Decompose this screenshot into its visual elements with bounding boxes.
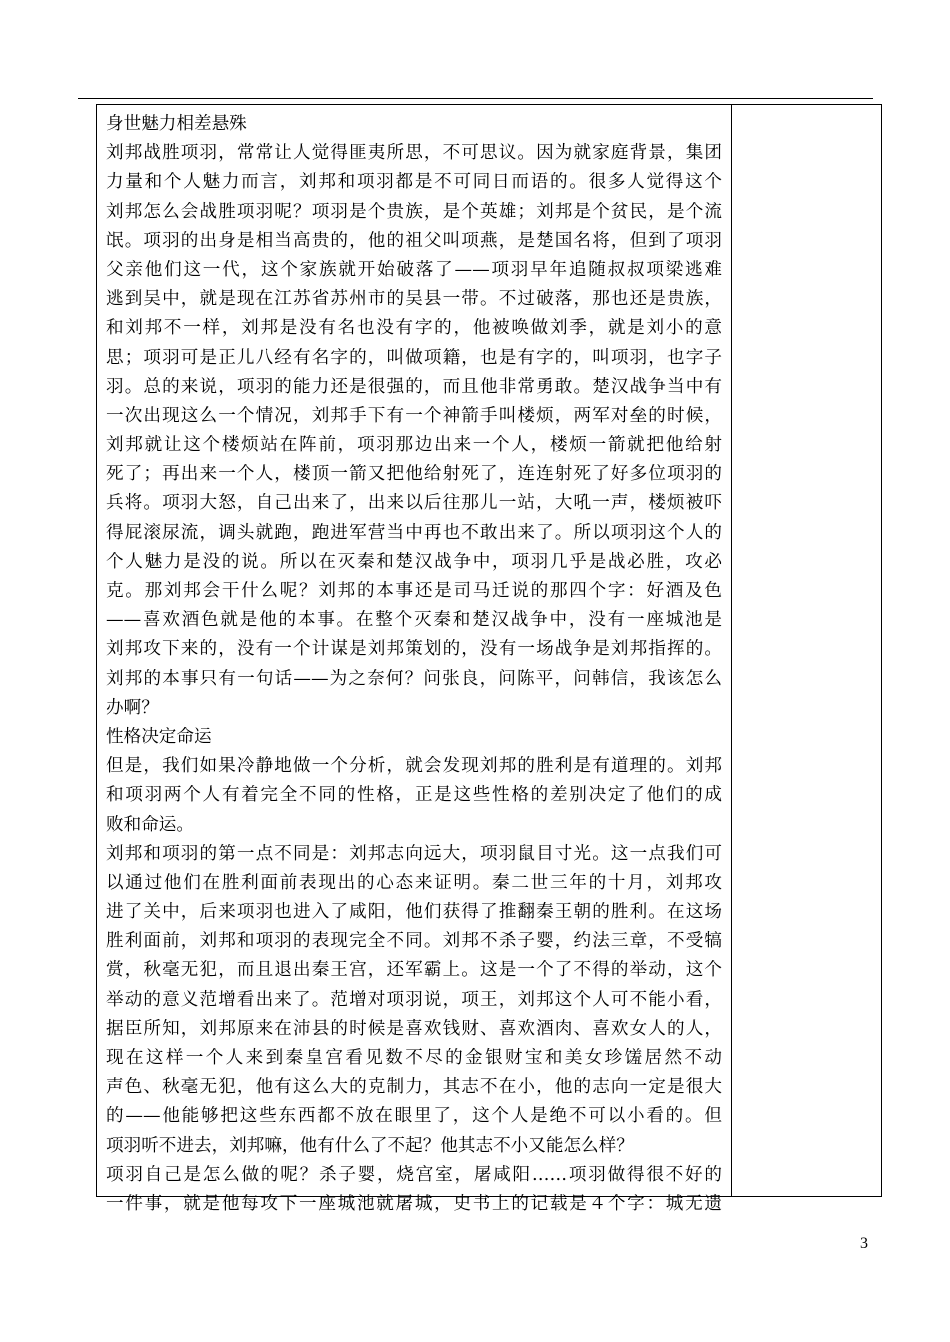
text-line: 身世魅力相差悬殊 xyxy=(106,114,247,134)
text-line: 一件事，就是他每攻下一座城池就屠城，史书上的记载是４个字：城无遗 xyxy=(106,1193,722,1214)
text-line: 和项羽两个人有着完全不同的性格，正是这些性格的差别决定了他们的成 xyxy=(106,785,722,806)
text-line: 但是，我们如果冷静地做一个分析，就会发现刘邦的胜利是有道理的。刘邦 xyxy=(106,756,722,777)
header-rule xyxy=(78,98,873,99)
text-line: 刘邦和项羽的第一点不同是：刘邦志向远大，项羽鼠目寸光。这一点我们可 xyxy=(106,843,722,864)
text-line: 刘邦的本事只有一句话——为之奈何？问张良，问陈平，问韩信，我该怎么 xyxy=(106,668,722,689)
text-line: 氓。项羽的出身是相当高贵的，他的祖父叫项燕，是楚国名将，但到了项羽 xyxy=(106,230,722,251)
text-line: 一次出现这么一个情况，刘邦手下有一个神箭手叫楼烦，两军对垒的时候， xyxy=(106,405,722,426)
text-line: 举动的意义范增看出来了。范增对项羽说，项王，刘邦这个人可不能小看， xyxy=(106,989,722,1010)
text-line: 和刘邦不一样，刘邦是没有名也没有字的，他被唤做刘季，就是刘小的意 xyxy=(106,318,722,339)
text-line: 刘邦怎么会战胜项羽呢？项羽是个贵族，是个英雄；刘邦是个贫民，是个流 xyxy=(106,201,722,222)
text-line: ——喜欢酒色就是他的本事。在整个灭秦和楚汉战争中，没有一座城池是 xyxy=(106,610,722,631)
text-line: 个人魅力是没的说。所以在灭秦和楚汉战争中，项羽几乎是战必胜，攻必 xyxy=(106,551,722,572)
text-line: 羽。总的来说，项羽的能力还是很强的，而且他非常勇敢。楚汉战争当中有 xyxy=(106,376,722,397)
text-line: 得屁滚尿流，调头就跑，跑进军营当中再也不敢出来了。所以项羽这个人的 xyxy=(106,522,722,543)
text-line: 刘邦战胜项羽，常常让人觉得匪夷所思，不可思议。因为就家庭背景，集团 xyxy=(106,143,722,164)
text-line: 进了关中，后来项羽也进入了咸阳，他们获得了推翻秦王朝的胜利。在这场 xyxy=(106,902,722,923)
text-line: 性格决定命运 xyxy=(106,726,212,747)
text-line: 逃到吴中，就是现在江苏省苏州市的吴县一带。不过破落，那也还是贵族， xyxy=(106,289,722,310)
text-line: 败和命运。 xyxy=(106,814,194,835)
text-line: 项羽听不进去，刘邦嘛，他有什么了不起？他其志不小又能怎么样？ xyxy=(106,1135,634,1156)
text-line: 刘邦就让这个楼烦站在阵前，项羽那边出来一个人，楼烦一箭就把他给射 xyxy=(106,435,722,456)
text-line: 力量和个人魅力而言，刘邦和项羽都是不可同日而语的。很多人觉得这个 xyxy=(106,172,722,193)
text-line: 据臣所知，刘邦原来在沛县的时候是喜欢钱财、喜欢酒肉、喜欢女人的人， xyxy=(106,1018,722,1039)
text-line: 办啊？ xyxy=(106,697,159,718)
text-line: 赏，秋毫无犯，而且退出秦王宫，还军霸上。这是一个了不得的举动，这个 xyxy=(106,960,722,981)
text-line: 胜利面前，刘邦和项羽的表现完全不同。刘邦不杀子婴，约法三章，不受犒 xyxy=(106,931,722,952)
text-line: 死了；再出来一个人，楼顶一箭又把他给射死了，连连射死了好多位项羽的 xyxy=(106,464,722,485)
text-line: 的——他能够把这些东西都不放在眼里了，这个人是绝不可以小看的。但 xyxy=(106,1106,722,1127)
text-line: 克。那刘邦会干什么呢？刘邦的本事还是司马迁说的那四个字：好酒及色 xyxy=(106,581,722,601)
table-column-divider xyxy=(731,104,732,1197)
text-line: 父亲他们这一代，这个家族就开始破落了——项羽早年追随叔叔项梁逃难 xyxy=(106,259,722,280)
main-text-cell xyxy=(106,110,722,1219)
text-line: 刘邦攻下来的，没有一个计谋是刘邦策划的，没有一场战争是刘邦指挥的。 xyxy=(106,639,722,660)
text-line: 思；项羽可是正儿八经有名字的，叫做项籍，也是有字的，叫项羽，也字子 xyxy=(106,347,722,368)
text-line: 项羽自己是怎么做的呢？杀子婴，烧宫室，屠咸阳……项羽做得很不好的 xyxy=(106,1164,722,1185)
text-line: 兵将。项羽大怒，自己出来了，出来以后往那儿一站，大吼一声，楼烦被吓 xyxy=(106,493,722,514)
text-line: 声色、秋毫无犯，他有这么大的克制力，其志不在小，他的志向一定是很大 xyxy=(106,1077,722,1098)
text-line: 现在这样一个人来到秦皇宫看见数不尽的金银财宝和美女珍馐居然不动 xyxy=(106,1048,722,1068)
page-number: 3 xyxy=(860,1235,868,1252)
text-line: 以通过他们在胜利面前表现出的心态来证明。秦二世三年的十月，刘邦攻 xyxy=(106,872,722,893)
